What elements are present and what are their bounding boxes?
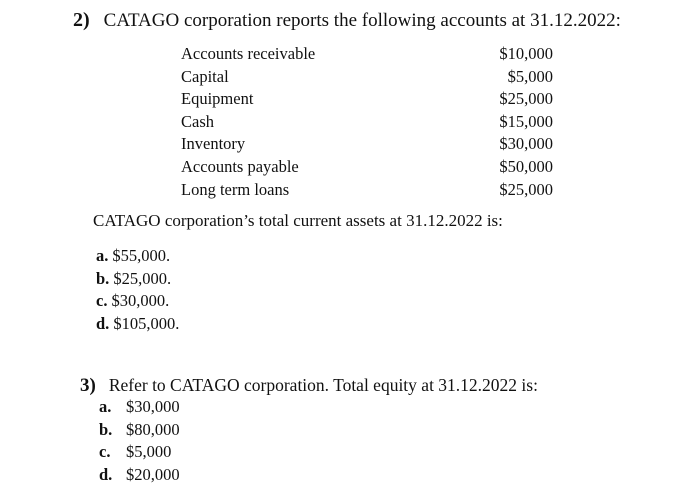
question-intro: CATAGO corporation reports the following accounts at 31.12.2022: <box>103 10 621 31</box>
account-row <box>181 111 553 134</box>
option-letter: a. <box>96 246 109 265</box>
option-text: $105,000. <box>113 313 180 333</box>
answer-option-d[interactable] <box>96 313 179 336</box>
account-row <box>181 133 553 156</box>
option-letter: a. <box>99 397 112 416</box>
question-2-heading <box>73 9 621 32</box>
question-3-options <box>99 396 180 486</box>
answer-option-c[interactable] <box>99 441 180 464</box>
account-row <box>181 66 553 89</box>
option-text: $80,000 <box>126 419 180 439</box>
option-text: $55,000. <box>112 246 171 265</box>
account-value: $25,000 <box>499 179 553 199</box>
account-row <box>181 179 553 202</box>
account-name: Capital <box>181 66 229 86</box>
answer-option-b[interactable] <box>99 419 180 442</box>
question-2-prompt: CATAGO corporation’s total current assets at 31.12.2022 is: <box>93 211 503 230</box>
account-name: Long term loans <box>181 179 290 199</box>
question-2-options <box>96 245 179 335</box>
option-letter: b. <box>99 419 113 439</box>
option-letter: d. <box>99 464 113 484</box>
account-name: Inventory <box>181 134 246 154</box>
account-name: Equipment <box>181 89 254 109</box>
question-number: 3) <box>80 375 96 396</box>
option-letter: c. <box>96 291 108 310</box>
account-value: $10,000 <box>499 44 553 63</box>
answer-option-c[interactable] <box>96 290 179 313</box>
option-text: $5,000 <box>126 442 172 461</box>
question-3-prompt: Refer to CATAGO corporation. Total equity at 31.12.2022 is: <box>108 375 538 395</box>
answer-option-a[interactable] <box>96 245 179 268</box>
account-name: Accounts payable <box>181 156 299 176</box>
account-name: Accounts receivable <box>181 44 316 63</box>
account-value: $25,000 <box>499 89 553 109</box>
account-name: Cash <box>181 111 214 131</box>
account-row <box>181 156 553 179</box>
option-text: $25,000. <box>113 268 172 288</box>
account-row <box>181 88 553 111</box>
option-text: $30,000. <box>111 291 170 310</box>
account-row <box>181 43 553 66</box>
accounts-table <box>181 43 553 201</box>
option-text: $30,000 <box>126 397 180 416</box>
answer-option-a[interactable] <box>99 396 180 419</box>
account-value: $30,000 <box>499 134 553 154</box>
account-value: $5,000 <box>507 66 553 86</box>
option-text: $20,000 <box>126 464 180 484</box>
option-letter: b. <box>96 268 110 288</box>
question-3-heading <box>80 375 538 397</box>
option-letter: d. <box>96 313 110 333</box>
account-value: $15,000 <box>499 111 553 131</box>
option-letter: c. <box>99 442 111 461</box>
answer-option-b[interactable] <box>96 268 179 291</box>
question-number: 2) <box>73 9 90 31</box>
account-value: $50,000 <box>499 156 553 176</box>
answer-option-d[interactable] <box>99 464 180 487</box>
